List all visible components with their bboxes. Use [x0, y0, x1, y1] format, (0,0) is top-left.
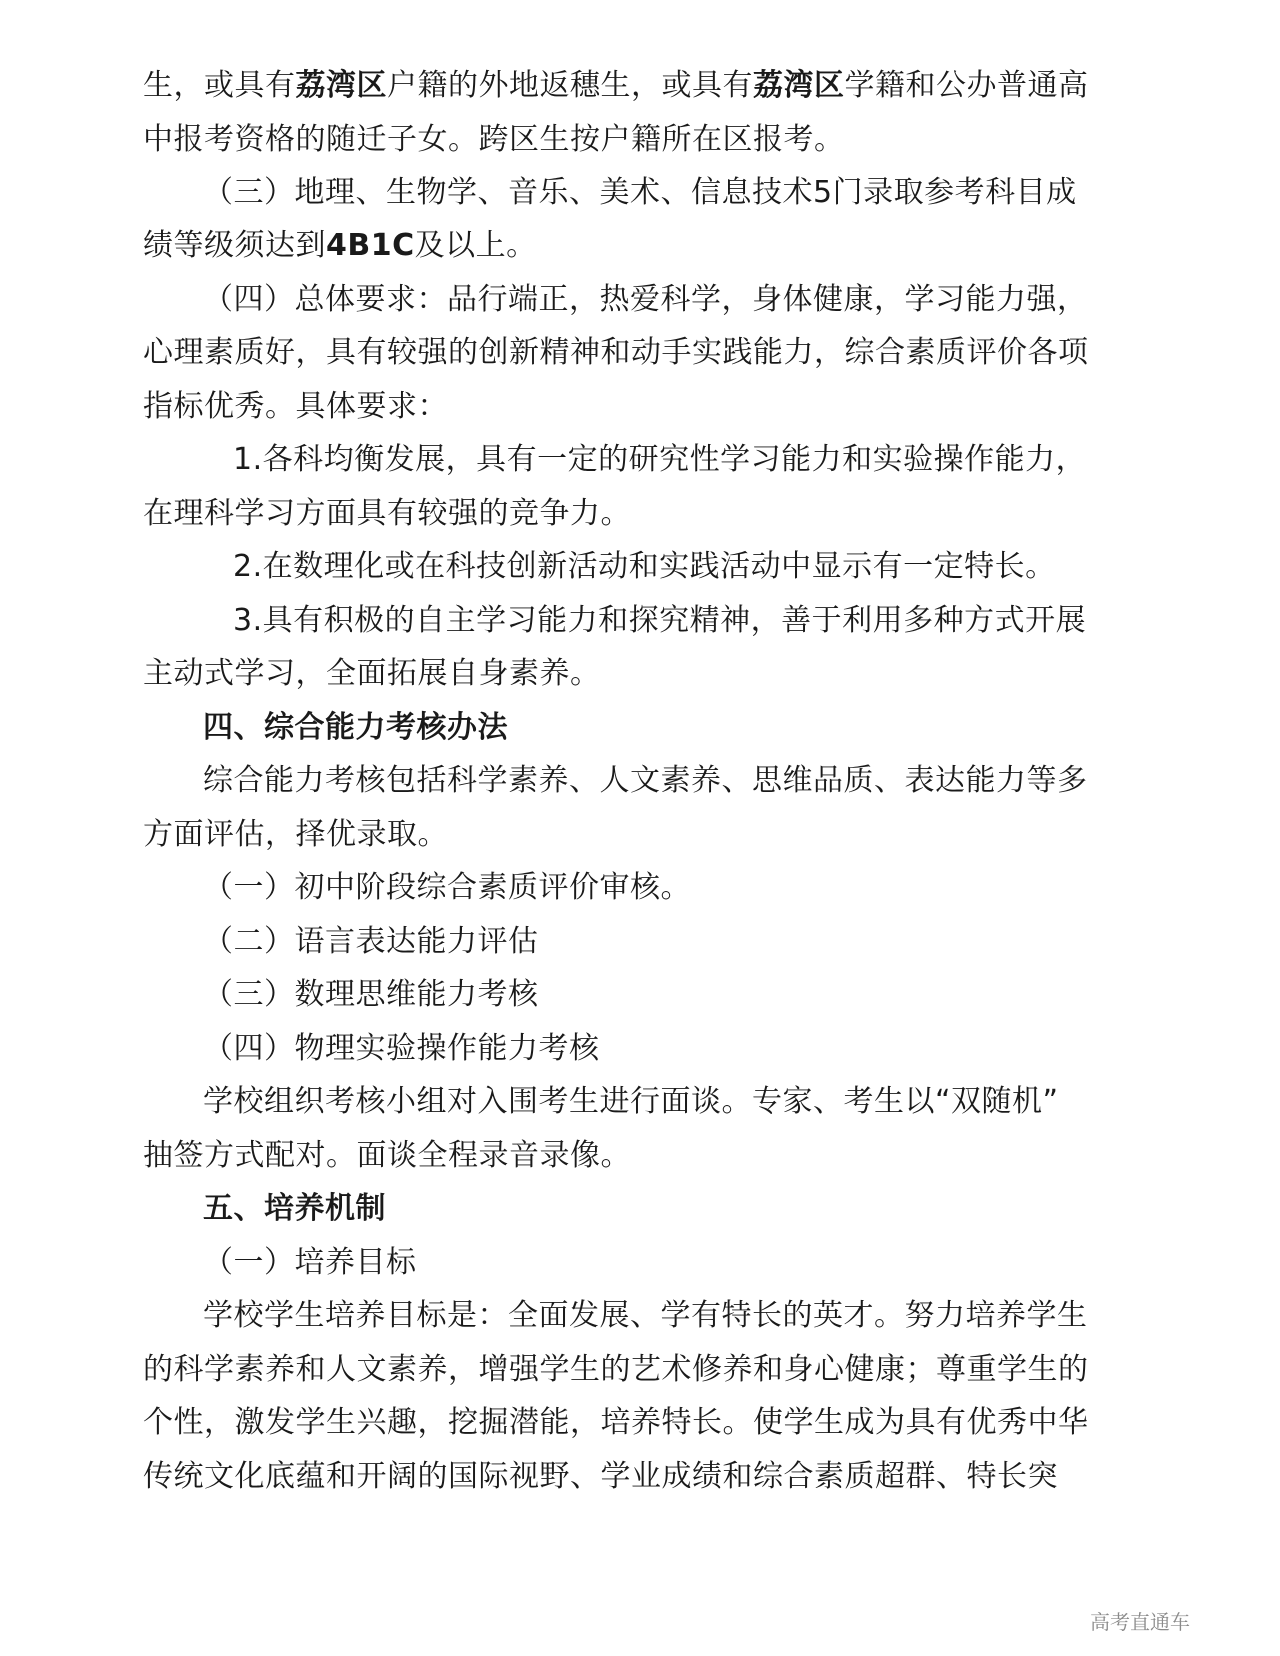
text-span: 绩等级须达到 — [143, 228, 326, 263]
section-heading-5: 五、培养机制 — [203, 1191, 386, 1226]
text-span: 户籍的外地返穗生，或具有 — [387, 68, 753, 103]
text-span: 学籍和公办普通高 — [844, 68, 1089, 103]
text-line-11: 3.具有积极的自主学习能力和探究精神，善于利用多种方式开展 — [233, 603, 1087, 638]
text-line-6: 心理素质好，具有较强的创新精神和动手实践能力，综合素质评价各项 — [143, 335, 1089, 370]
text-line-16: （一）初中阶段综合素质评价审核。 — [203, 870, 691, 905]
district-name: 荔湾区 — [753, 68, 845, 103]
text-span: 及以上。 — [414, 228, 537, 263]
text-line-5: （四）总体要求：品行端正，热爱科学，身体健康，学习能力强， — [203, 282, 1088, 317]
text-line-12: 主动式学习，全面拓展自身素养。 — [143, 656, 601, 691]
text-line-26: 个性，激发学生兴趣，挖掘潜能，培养特长。使学生成为具有优秀中华 — [143, 1405, 1089, 1440]
text-line-10: 2.在数理化或在科技创新活动和实践活动中显示有一定特长。 — [233, 549, 1056, 584]
district-name: 荔湾区 — [295, 68, 387, 103]
text-line-23: （一）培养目标 — [203, 1245, 417, 1280]
section-heading-4: 四、综合能力考核办法 — [203, 710, 508, 745]
text-line-21: 抽签方式配对。面谈全程录音录像。 — [143, 1138, 631, 1173]
text-line-15: 方面评估，择优录取。 — [143, 817, 448, 852]
text-line-25: 的科学素养和人文素养，增强学生的艺术修养和身心健康；尊重学生的 — [143, 1352, 1089, 1387]
grade-level: 4B1C — [326, 228, 415, 263]
text-span: 生，或具有 — [143, 68, 296, 103]
text-line-17: （二）语言表达能力评估 — [203, 924, 539, 959]
text-line-19: （四）物理实验操作能力考核 — [203, 1031, 600, 1066]
text-line-1 — [143, 66, 1089, 106]
text-line-18: （三）数理思维能力考核 — [203, 977, 539, 1012]
watermark: 高考直通车 — [1090, 1610, 1190, 1634]
text-line-7: 指标优秀。具体要求： — [143, 389, 448, 424]
text-line-4 — [143, 226, 537, 266]
text-line-20: 学校组织考核小组对入围考生进行面谈。专家、考生以“双随机” — [203, 1084, 1059, 1119]
text-line-24: 学校学生培养目标是：全面发展、学有特长的英才。努力培养学生 — [203, 1298, 1088, 1333]
text-line-8: 1.各科均衡发展，具有一定的研究性学习能力和实验操作能力， — [233, 442, 1087, 477]
text-line-27: 传统文化底蕴和开阔的国际视野、学业成绩和综合素质超群、特长突 — [143, 1459, 1058, 1494]
text-line-9: 在理科学习方面具有较强的竞争力。 — [143, 496, 631, 531]
text-line-2: 中报考资格的随迁子女。跨区生按户籍所在区报考。 — [143, 122, 845, 157]
text-line-14: 综合能力考核包括科学素养、人文素养、思维品质、表达能力等多 — [203, 763, 1088, 798]
text-line-3: （三）地理、生物学、音乐、美术、信息技术5门录取参考科目成 — [203, 175, 1077, 210]
